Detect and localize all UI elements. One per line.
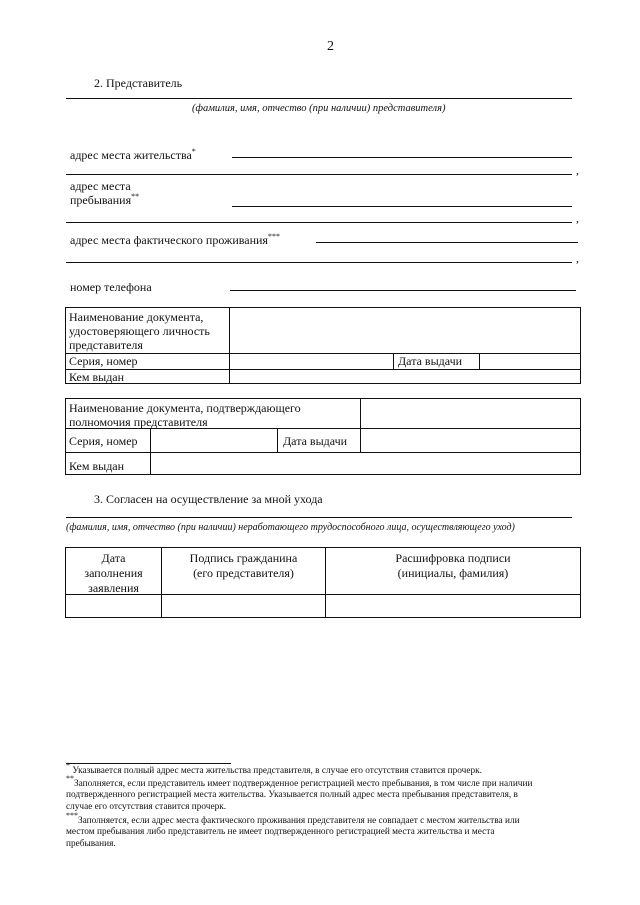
- identity-doc-name-field[interactable]: [230, 308, 580, 352]
- identity-series-label: Серия, номер: [69, 354, 138, 368]
- identity-issue-date-field[interactable]: [480, 354, 580, 368]
- identity-issued-by-field[interactable]: [230, 370, 580, 383]
- footnote-3-line-2: местом пребывания либо представитель не имеет подтвержденного регистрацией места жительства и места: [66, 827, 495, 837]
- page-number: 2: [327, 39, 334, 54]
- stay-line-1[interactable]: [232, 206, 572, 207]
- footnote-1: * Указывается полный адрес места жительства представителя, в случае его отсутствия ставится прочерк.: [66, 761, 482, 776]
- col-decoding-1: Расшифровка подписи: [395, 551, 511, 565]
- col-date-1: Дата: [101, 551, 126, 565]
- col-signature-1: Подпись гражданина: [189, 551, 298, 565]
- fio-caption: (фамилия, имя, отчество (при наличии) представителя): [192, 103, 446, 114]
- section2-title: 2. Представитель: [94, 76, 183, 90]
- stay-comma: ,: [576, 211, 579, 225]
- footnote-2-line-3: случае его отсутствия ставится прочерк.: [66, 802, 227, 812]
- stay-label-2: пребывания**: [70, 192, 140, 207]
- date-field[interactable]: [66, 595, 160, 617]
- authority-doc-name-2: полномочия представителя: [69, 415, 208, 429]
- phone-label: номер телефона: [70, 280, 152, 294]
- authority-doc-name-1: Наименование документа, подтверждающего: [69, 401, 301, 415]
- fio-line[interactable]: [66, 98, 572, 99]
- actual-label: адрес места фактического проживания***: [70, 232, 280, 247]
- actual-line-1[interactable]: [316, 242, 578, 243]
- col-signature-2: (его представителя): [193, 566, 294, 580]
- identity-issue-date-label: Дата выдачи: [398, 354, 463, 368]
- authority-issue-date-field[interactable]: [361, 429, 580, 451]
- stay-label-1: адрес места: [70, 179, 131, 193]
- caregiver-line[interactable]: [66, 517, 572, 518]
- stay-line-2[interactable]: [66, 222, 572, 223]
- caregiver-caption: (фамилия, имя, отчество (при наличии) неработающего трудоспособного лица, осуществляющего уход): [66, 522, 515, 533]
- identity-doc-name-1: Наименование документа,: [69, 310, 204, 324]
- footnote-2-line-1: **Заполняется, если представитель имеет подтвержденное регистрацией место пребывания, в том числе при наличии: [66, 774, 533, 789]
- decoding-field[interactable]: [326, 595, 580, 617]
- col-date-3: заявления: [88, 581, 139, 595]
- authority-issued-by-field[interactable]: [151, 453, 580, 474]
- residence-label: адрес места жительства*: [70, 147, 196, 162]
- actual-line-2[interactable]: [66, 262, 572, 263]
- phone-line[interactable]: [230, 290, 576, 291]
- col-date-2: заполнения: [84, 566, 143, 580]
- residence-comma: ,: [576, 163, 579, 177]
- authority-issued-by-label: Кем выдан: [69, 459, 125, 473]
- section3-title: 3. Согласен на осуществление за мной ухода: [94, 492, 323, 506]
- identity-issued-by-label: Кем выдан: [69, 370, 125, 384]
- authority-doc-name-field[interactable]: [361, 399, 580, 427]
- identity-doc-name-3: представителя: [69, 338, 143, 352]
- footnote-2-line-2: подтвержденного регистрацией места жительства. Указывается полный адрес места пребывания представителя, в: [66, 790, 518, 800]
- footnote-3-line-1: ***Заполняется, если адрес места фактического проживания представителя не совпадает с местом жительства или: [66, 811, 520, 826]
- identity-doc-name-2: удостоверяющего личность: [69, 324, 210, 338]
- actual-comma: ,: [576, 251, 579, 265]
- footnote-divider: [66, 763, 231, 764]
- residence-line-2[interactable]: [66, 174, 572, 175]
- residence-line-1[interactable]: [232, 157, 572, 158]
- authority-series-field[interactable]: [151, 429, 276, 451]
- col-decoding-2: (инициалы, фамилия): [397, 566, 509, 580]
- authority-issue-date-label: Дата выдачи: [283, 434, 348, 448]
- footnote-3-line-3: пребывания.: [66, 839, 116, 849]
- identity-series-field[interactable]: [230, 354, 392, 368]
- signature-field[interactable]: [162, 595, 324, 617]
- authority-series-label: Серия, номер: [69, 434, 138, 448]
